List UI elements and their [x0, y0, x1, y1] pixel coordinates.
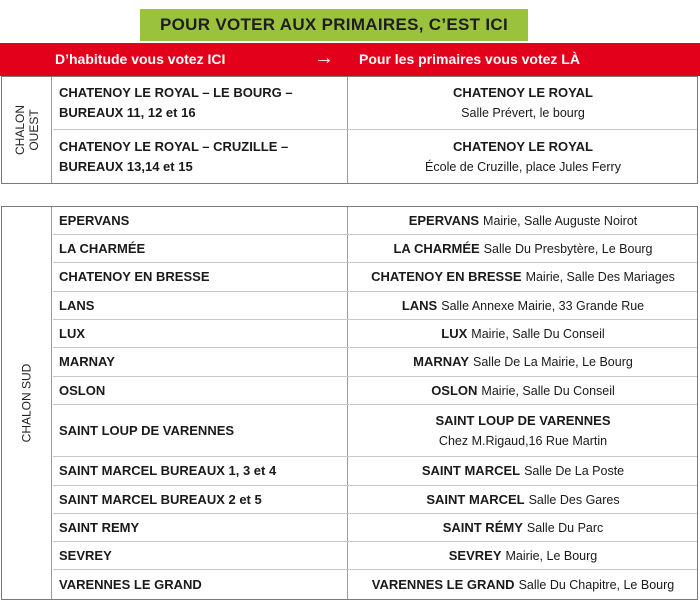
- primary-location: VARENNES LE GRAND Salle Du Chapitre, Le Bourg: [371, 576, 675, 592]
- primary-location: LUX Mairie, Salle Du Conseil: [441, 325, 605, 341]
- group-label: [2, 77, 52, 183]
- usual-bureau: VARENNES LE GRAND: [53, 570, 348, 599]
- table-row: [53, 514, 697, 542]
- primary-location: OSLON Mairie, Salle Du Conseil: [431, 382, 615, 398]
- primary-location: EPERVANS Mairie, Salle Auguste Noirot: [408, 212, 638, 228]
- table-row: [53, 320, 697, 348]
- primary-location: SAINT MARCEL Salle Des Gares: [426, 491, 620, 507]
- primary-location: CHATENOY LE ROYAL Salle Prévert, le bourg: [453, 85, 593, 120]
- table-row: [53, 377, 697, 405]
- usual-bureau: CHATENOY EN BRESSE: [53, 263, 348, 291]
- table-row: [53, 263, 697, 292]
- table-row: [53, 405, 697, 457]
- table-row: [53, 77, 697, 130]
- table-row: [53, 235, 697, 263]
- primary-location: MARNAY Salle De La Mairie, Le Bourg: [413, 354, 633, 369]
- table-row: [53, 207, 697, 235]
- usual-bureau: SAINT LOUP DE VARENNES: [53, 405, 348, 456]
- primary-location: SAINT LOUP DE VARENNES Chez M.Rigaud,16 Rue Martin: [435, 412, 611, 448]
- usual-bureau: LUX: [53, 320, 348, 347]
- usual-bureau: SAINT MARCEL BUREAUX 1, 3 et 4: [53, 457, 348, 485]
- usual-bureau: MARNAY: [53, 348, 348, 376]
- arrow-right-icon: →: [314, 47, 334, 69]
- table-row: [53, 348, 697, 377]
- group-label-text: CHALON SUD: [19, 363, 34, 443]
- usual-bureau: CHATENOY LE ROYAL – LE BOURG – BUREAUX 11, 12 et 16: [53, 77, 348, 129]
- usual-bureau: CHATENOY LE ROYAL – CRUZILLE – BUREAUX 13,14 et 15: [53, 130, 348, 183]
- primary-location: LA CHARMÉE Salle Du Presbytère, Le Bourg: [393, 240, 653, 256]
- usual-bureau: SEVREY: [53, 542, 348, 569]
- primary-location: SAINT MARCEL Salle De La Poste: [421, 463, 625, 478]
- usual-bureau: SAINT REMY: [53, 514, 348, 541]
- primary-location: CHATENOY LE ROYAL École de Cruzille, place Jules Ferry: [425, 138, 621, 174]
- table-row: [53, 457, 697, 486]
- table-row: [53, 542, 697, 570]
- group-label-text: CHALON OUEST: [12, 104, 41, 156]
- page-title-banner: POUR VOTER AUX PRIMAIRES, C’EST ICI: [140, 9, 528, 41]
- usual-bureau: OSLON: [53, 377, 348, 404]
- header-primary-location: Pour les primaires vous votez LÀ: [359, 51, 580, 67]
- group-chalon-sud: [1, 206, 698, 600]
- usual-bureau: LA CHARMÉE: [53, 235, 348, 262]
- table-row: [53, 570, 697, 599]
- header-usual-location: D’habitude vous votez ICI: [55, 51, 226, 67]
- primary-location: CHATENOY EN BRESSE Mairie, Salle Des Mariages: [371, 269, 675, 284]
- usual-bureau: LANS: [53, 292, 348, 319]
- group-label: [2, 207, 52, 599]
- primary-location: LANS Salle Annexe Mairie, 33 Grande Rue: [401, 297, 645, 313]
- primary-location: SAINT RÉMY Salle Du Parc: [442, 519, 604, 535]
- table-row: [53, 130, 697, 183]
- table-row: [53, 486, 697, 514]
- table-row: [53, 292, 697, 320]
- column-header-bar: [0, 43, 700, 76]
- group-chalon-ouest: [1, 76, 698, 184]
- usual-bureau: SAINT MARCEL BUREAUX 2 et 5: [53, 486, 348, 513]
- usual-bureau: EPERVANS: [53, 207, 348, 234]
- primary-location: SEVREY Mairie, Le Bourg: [448, 547, 598, 563]
